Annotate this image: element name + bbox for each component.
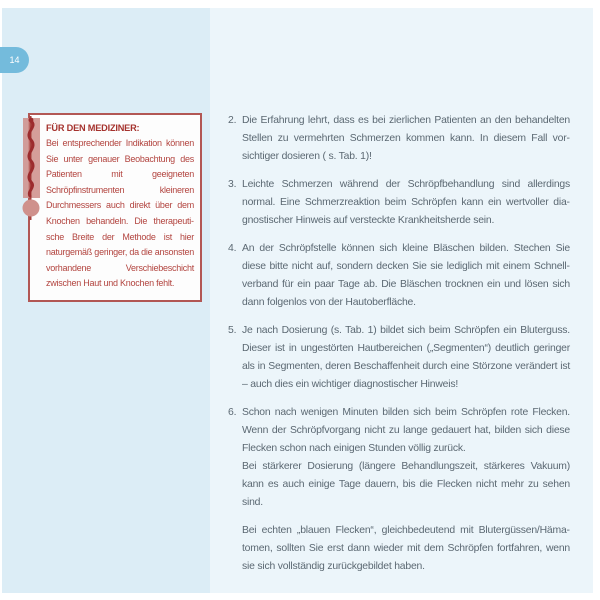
item-number: 6. — [228, 407, 237, 418]
item-text — [242, 322, 570, 394]
book-page — [2, 8, 593, 593]
list-item — [228, 522, 570, 576]
item-number: 5. — [228, 325, 237, 336]
physician-note-body: Bei entsprechender Indikation können Sie unter genauer Beobachtung des Patienten mit geeigneten Schröpfinstrumenten kleineren Durchmessers auch direkt über dem Knochen behandeln. Die therapeutische Breite der Methode ist hier naturgemäß geringer, da die ansonsten vorhandene Verschiebeschicht zwischen Haut und Knochen fehlt. — [46, 138, 194, 289]
item-paragraph: An der Schröpfstelle können sich kleine Bläschen bilden. Stechen Sie diese bitte nicht auf, sondern decken Sie sie lediglich mit einem Schnellverband für ein paar Tage ab. Die Bläschen trocknen ein und lösen sich dann folgenlos von der Hautoberfläche. — [242, 243, 570, 308]
item-number: 4. — [228, 243, 237, 254]
list-item — [228, 322, 570, 394]
item-number: 3. — [228, 179, 237, 190]
item-paragraph: Die Erfahrung lehrt, dass es bei zierlichen Patienten an den behandelten Stellen zu vermehrten Schmerzen kommen kann. In diesem Fall vorsichtiger dosieren ( s. Tab. 1)! — [242, 115, 570, 162]
item-text — [242, 176, 570, 230]
asclepius-staff-icon — [21, 116, 43, 220]
item-paragraph: Bei echten „blauen Flecken“, gleichbedeutend mit Blutergüssen/Hämatomen, sollten Sie erst dann wieder mit dem Schröpfen fortfahren, wenn sie sich vollständig zurückgebildet haben. — [242, 525, 570, 572]
item-text — [242, 404, 570, 512]
list-item — [228, 404, 570, 512]
item-text — [242, 522, 570, 576]
item-text — [242, 240, 570, 312]
item-number: 2. — [228, 115, 237, 126]
item-paragraph: Bei stärkerer Dosierung (längere Behandlungszeit, stärkeres Vakuum) kann es auch einige Tage dauern, bis die Flecken nicht mehr zu sehen sind. — [242, 461, 570, 508]
numbered-list — [228, 112, 570, 586]
physician-note-box — [28, 113, 202, 302]
item-paragraph: Leichte Schmerzen während der Schröpfbehandlung sind allerdings normal. Eine Schmerzreaktion beim Schröpfen kann ein wertvoller diagnostischer Hinweis auf versteckte Krankheitsherde sein. — [242, 179, 570, 226]
item-number — [228, 522, 242, 576]
page-number-tab — [0, 47, 29, 73]
physician-note-heading: FÜR DEN MEDIZINER: — [46, 123, 140, 133]
page-number: 14 — [9, 55, 20, 65]
item-paragraph: Schon nach wenigen Minuten bilden sich beim Schröpfen rote Flecken. Wenn der Schröpfvorgang nicht zu lange gedauert hat, bilden sich diese Flecken schon nach einigen Stunden völlig zurück. — [242, 407, 570, 454]
list-item — [228, 240, 570, 312]
item-paragraph: Je nach Dosierung (s. Tab. 1) bildet sich beim Schröpfen ein Bluterguss. Dieser ist in ungestörten Hautbereichen („Segmenten“) deutlich geringer als in Segmenten, deren Beschaffenheit durch eine Störzone verändert ist – auch dies ein wichtiger diagnostischer Hinweis! — [242, 325, 570, 390]
list-item — [228, 176, 570, 230]
list-item — [228, 112, 570, 166]
item-text — [242, 112, 570, 166]
